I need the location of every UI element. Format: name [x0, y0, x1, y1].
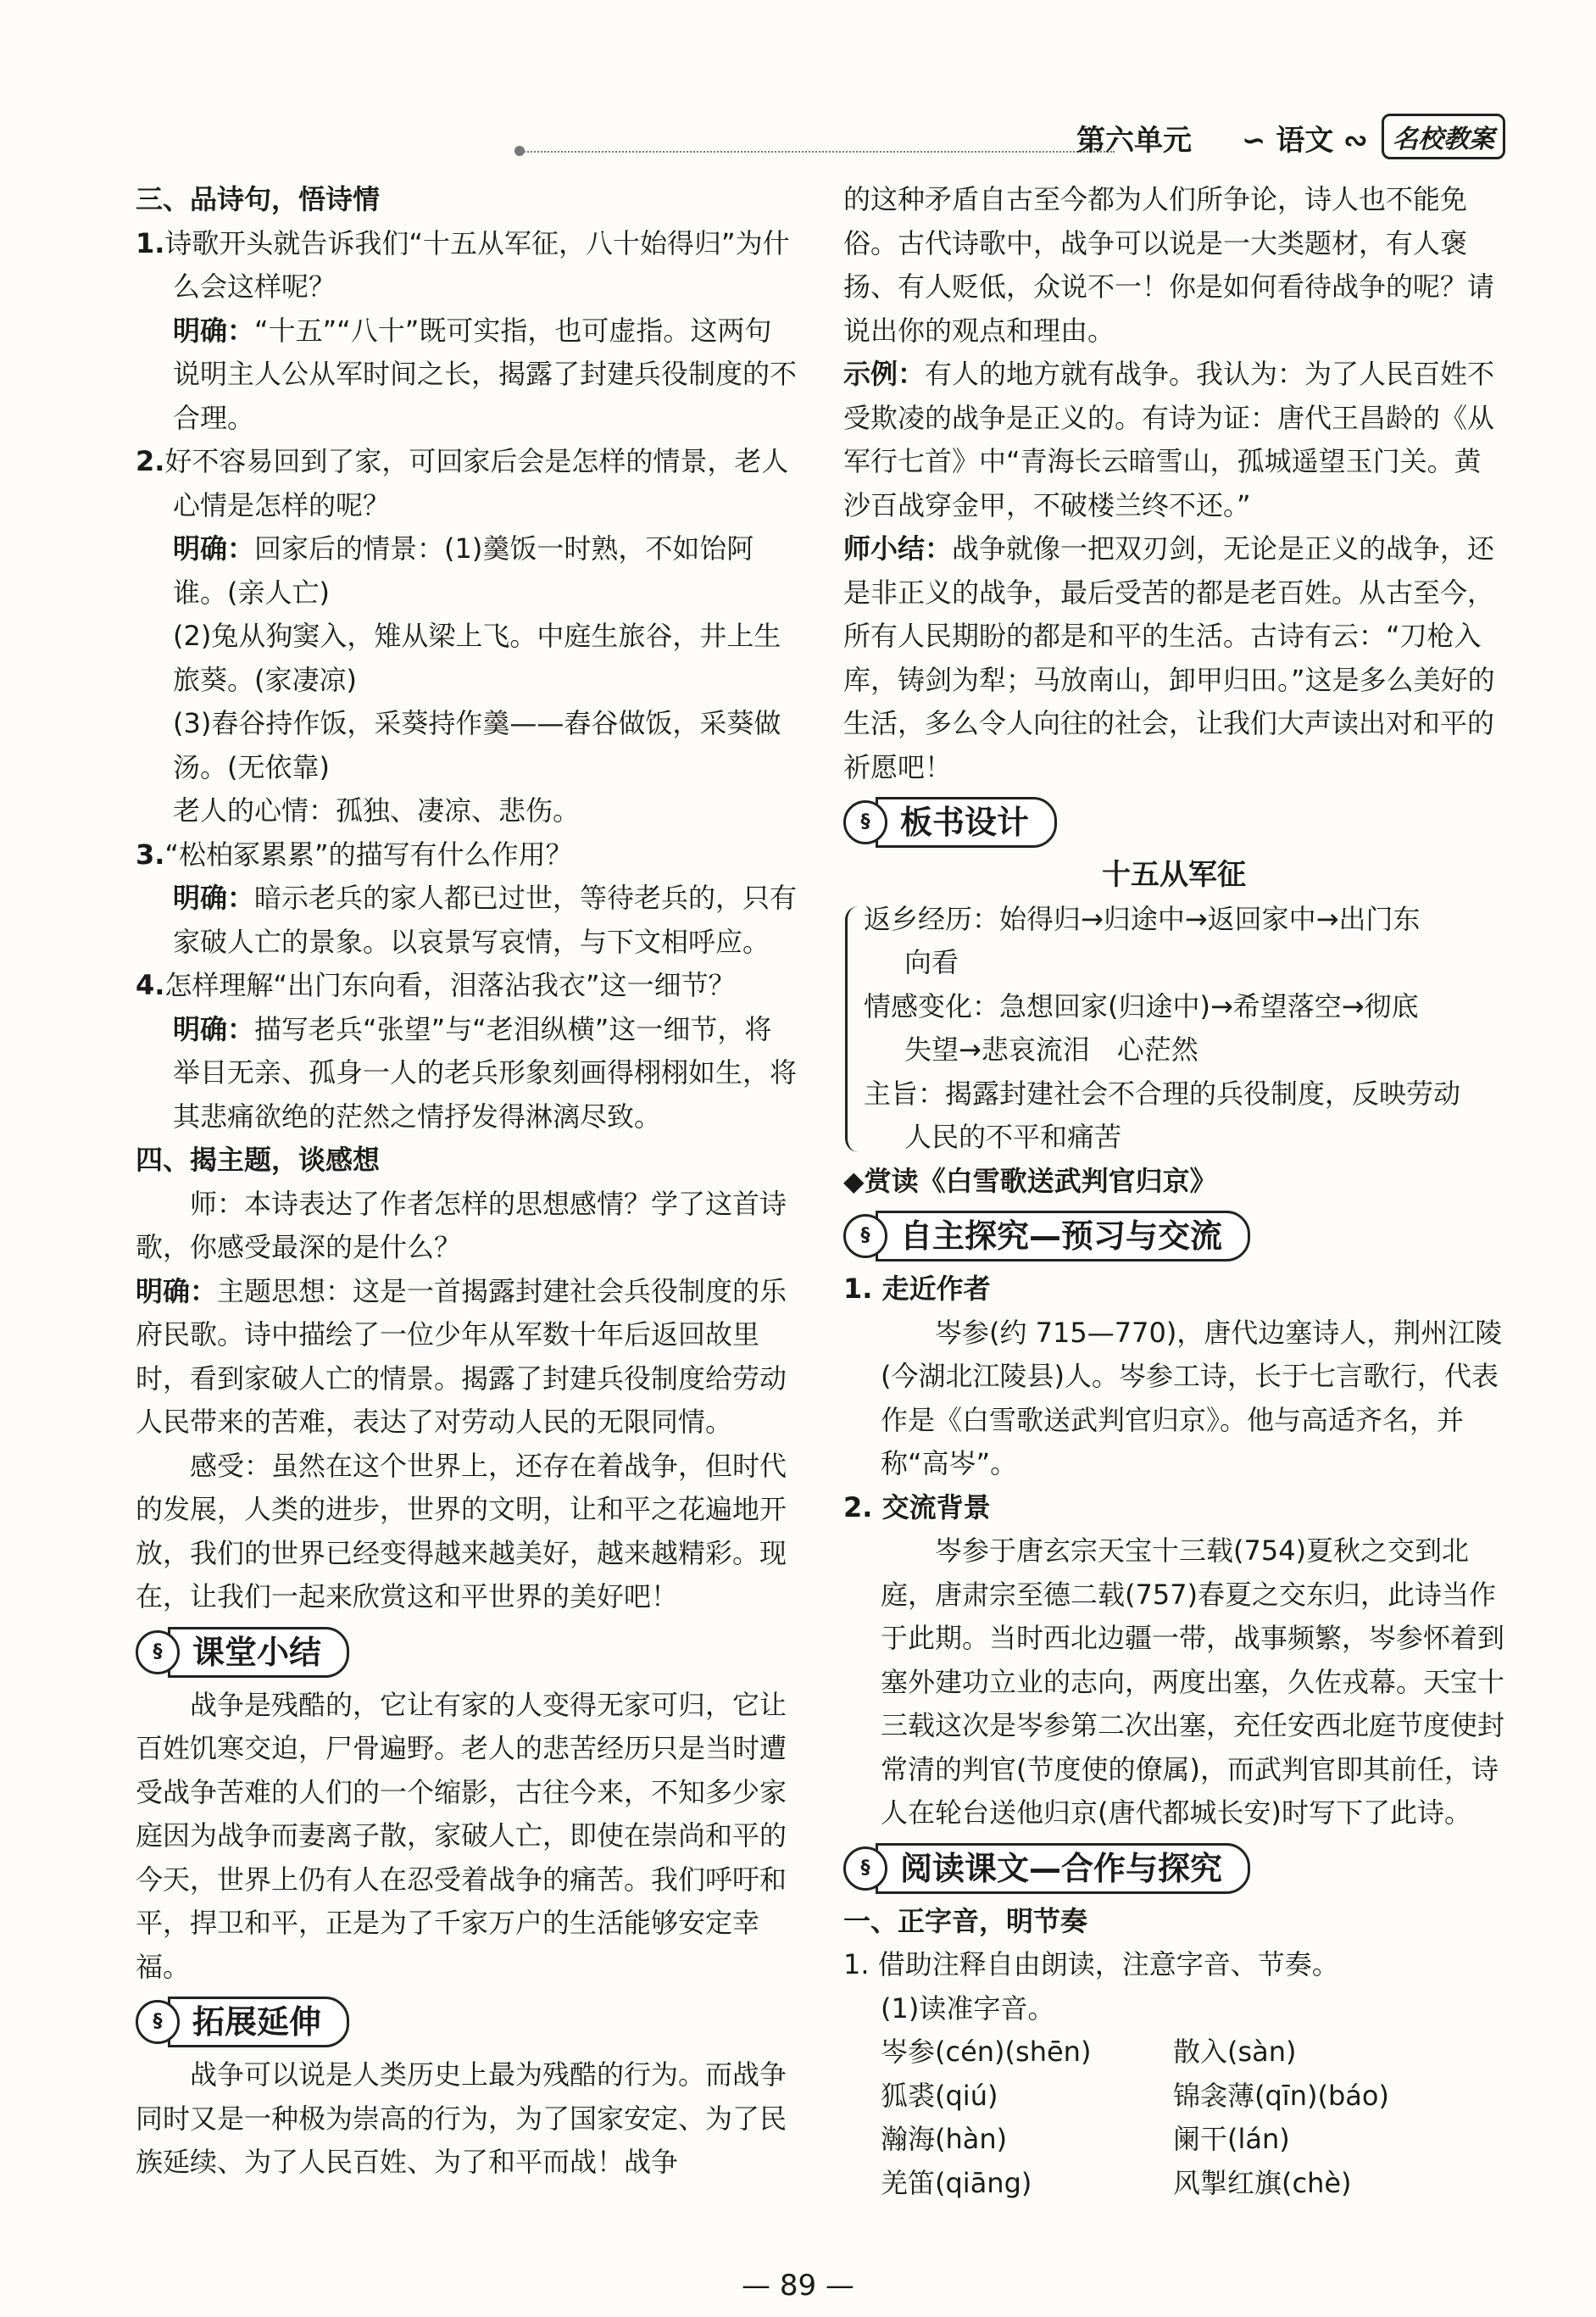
answer-1: 明确：“十五”“八十”既可实指，也可虚指。这两句说明主人公从军时间之长，揭露了封建兵役制度的不合理。 — [173, 314, 798, 434]
subject-label: ∽ 语文 ∾ — [1242, 124, 1368, 158]
section-4-title: 四、揭主题，谈感想 — [136, 1144, 381, 1176]
pinyin-row: 岑参(cén)(shēn) 散入(sàn) — [881, 2036, 1297, 2068]
class-summary-banner — [136, 1628, 798, 1677]
extension-continued: 的这种矛盾自古至今都为人们所争论，诗人也不能免俗。古代诗歌中，战争可以说是一大类题材，有人褒扬、有人贬低，众说不一！你是如何看待战争的呢？请说出你的观点和理由。 — [843, 183, 1495, 347]
brand-logo: 名校教案 — [1382, 114, 1505, 159]
left-column — [136, 178, 798, 2185]
teacher-conclusion: 师小结：战争就像一把双刃剑，无论是正义的战争，还是非正义的战争，最后受苦的都是老百姓。从古至今，所有人民期盼的都是和平的生活。古诗有云：“刀枪入库，铸剑为犁；马放南山，卸甲归田。”这是多么美好的生活，多么令人向往的社会，让我们大声读出对和平的祈愿吧！ — [843, 532, 1495, 783]
board-line-1-cont: 向看 — [904, 946, 959, 978]
summary-paragraph: 战争是残酷的，它让有家的人变得无家可归，它让百姓饥寒交迫，尸骨遍野。老人的悲苦经历只是当时遭受战争苦难的人们的一个缩影，古往今来，不知多少家庭因为战争而妻离子散，家破人亡，即使在崇尚和平的今天，世界上仍有人在忍受着战争的痛苦。我们呼吁和平，捍卫和平，正是为了千家万户的生活能够安定幸福。 — [136, 1688, 787, 1983]
brace-bracket — [845, 906, 861, 1152]
example-paragraph: 示例：有人的地方就有战争。我认为：为了人民百姓不受欺凌的战争是正义的。有诗为证：唐代王昌龄的《从军行七首》中“青海长云暗雪山，孤城遥望玉门关。黄沙百战穿金甲，不破楼兰终不还。” — [843, 358, 1495, 521]
reading-banner — [843, 1844, 1504, 1893]
class-summary-title: 课堂小结 — [168, 1627, 349, 1678]
page-number: — 89 — — [742, 2269, 854, 2303]
author-heading: 1. 走近作者 — [843, 1273, 991, 1305]
bookmark-icon: § — [843, 1846, 887, 1891]
header-rule — [521, 151, 1115, 153]
pronunciation-heading: (1)读准字音。 — [881, 1991, 1055, 2025]
question-3: 3.“松柏冢累累”的描写有什么作用？ — [136, 838, 573, 871]
preview-banner — [843, 1211, 1504, 1261]
answer-3: 明确：暗示老兵的家人都已过世，等待老兵的，只有家破人亡的景象。以哀景写哀情，与下文相呼应。 — [173, 882, 798, 958]
pinyin-row: 狐裘(qiú) 锦衾薄(qīn)(báo) — [881, 2079, 1389, 2112]
board-line-1: 返乡经历：始得归→归途中→返回家中→出门东 — [864, 902, 1421, 935]
section-3-title: 三、品诗句，悟诗情 — [136, 183, 381, 215]
right-column — [843, 178, 1504, 2205]
answer-2-part-3: (3)舂谷持作饭，采葵持作羹——舂谷做饭，采葵做汤。(无依靠) — [173, 707, 781, 783]
answer-2-part-2: (2)兔从狗窦入，雉从梁上飞。中庭生旅谷，井上生旅葵。(家凄凉) — [173, 620, 781, 696]
question-1: 1.诗歌开头就告诉我们“十五从军征，八十始得归”为什么会这样呢？ — [136, 226, 790, 303]
extension-title: 拓展延伸 — [168, 1997, 349, 2047]
question-2: 2.好不容易回到了家，可回家后会是怎样的情景，老人心情是怎样的呢？ — [136, 445, 789, 521]
question-4: 4.怎样理解“出门东向看，泪落沾我衣”这一细节？ — [136, 969, 736, 1001]
board-design-title: 板书设计 — [876, 797, 1057, 848]
author-paragraph: 岑参(约 715—770)，唐代边塞诗人，荆州江陵(今湖北江陵县)人。岑参工诗，长于七言歌行，代表作是《白雪歌送武判官归京》。他与高适齐名，并称“高岑”。 — [881, 1316, 1503, 1479]
background-heading: 2. 交流背景 — [843, 1490, 991, 1523]
bookmark-icon: § — [843, 800, 887, 844]
pinyin-row: 羌笛(qiāng) 风掣红旗(chè) — [881, 2166, 1352, 2199]
page-header — [521, 117, 1534, 159]
bookmark-icon: § — [136, 2000, 180, 2044]
unit-label: 第六单元 — [1076, 124, 1192, 158]
board-line-3: 主旨：揭露封建社会不合理的兵役制度，反映劳动 — [864, 1077, 1461, 1110]
feeling-paragraph: 感受：虽然在这个世界上，还存在着战争，但时代的发展，人类的进步，世界的文明，让和平之花遍地开放，我们的世界已经变得越来越美好，越来越精彩。现在，让我们一起来欣赏这和平世界的美好吧！ — [136, 1449, 787, 1612]
extension-banner — [136, 1997, 798, 2047]
reading-instruction: 1. 借助注释自由朗读，注意字音、节奏。 — [843, 1948, 1339, 1980]
answer-4: 明确：描写老兵“张望”与“老泪纵横”这一细节，将举目无亲、孤身一人的老兵形象刻画得栩栩如生，将其悲痛欲绝的茫然之情抒发得淋漓尽致。 — [173, 1012, 798, 1133]
bookmark-icon: § — [136, 1630, 180, 1674]
answer-2: 明确：回家后的情景：(1)羹饭一时熟，不如饴阿谁。(亲人亡) — [173, 532, 754, 609]
teacher-question: 师：本诗表达了作者怎样的思想感情？学了这首诗歌，你感受最深的是什么？ — [136, 1187, 787, 1263]
appreciation-heading: ◆赏读《白雪歌送武判官归京》 — [843, 1164, 1217, 1197]
board-heading: 十五从军征 — [1102, 858, 1246, 892]
board-line-2-cont: 失望→悲哀流泪 心茫然 — [904, 1033, 1198, 1066]
extension-paragraph: 战争可以说是人类历史上最为残酷的行为。而战争同时又是一种极为崇高的行为，为了国家安定、为了民族延续、为了人民百姓、为了和平而战！战争 — [136, 2058, 787, 2178]
pinyin-row: 瀚海(hàn) 阑干(lán) — [881, 2123, 1290, 2155]
preview-title: 自主探究—预习与交流 — [876, 1211, 1250, 1262]
board-outline — [843, 898, 1504, 1160]
reading-section-title: 一、正字音，明节奏 — [843, 1904, 1088, 1937]
board-line-2: 情感变化：急想回家(归途中)→希望落空→彻底 — [864, 989, 1419, 1022]
board-line-3-cont: 人民的不平和痛苦 — [904, 1121, 1122, 1153]
board-design-banner — [843, 798, 1504, 847]
bookmark-icon: § — [843, 1214, 887, 1258]
theme-answer: 明确：主题思想：这是一首揭露封建社会兵役制度的乐府民歌。诗中描绘了一位少年从军数十年后返回故里时，看到家破人亡的情景。揭露了封建兵役制度给劳动人民带来的苦难，表达了对劳动人民的无限同情。 — [136, 1274, 787, 1438]
reading-title: 阅读课文—合作与探究 — [876, 1843, 1250, 1894]
answer-2-part-4: 老人的心情：孤独、凄凉、悲伤。 — [173, 794, 581, 827]
background-paragraph: 岑参于唐玄宗天宝十三载(754)夏秋之交到北庭，唐肃宗至德二载(757)春夏之交东归，此诗当作于此期。当时西北边疆一带，战事频繁，岑参怀着到塞外建功立业的志向，两度出塞，久佐戎幕。天宝十三载这次是岑参第二次出塞，充任安西北庭节度使封常清的判官(节度使的僚属)，而武判官即其前任，诗人在轮台送他归京(唐代都城长安)时写下了此诗。 — [881, 1534, 1505, 1829]
